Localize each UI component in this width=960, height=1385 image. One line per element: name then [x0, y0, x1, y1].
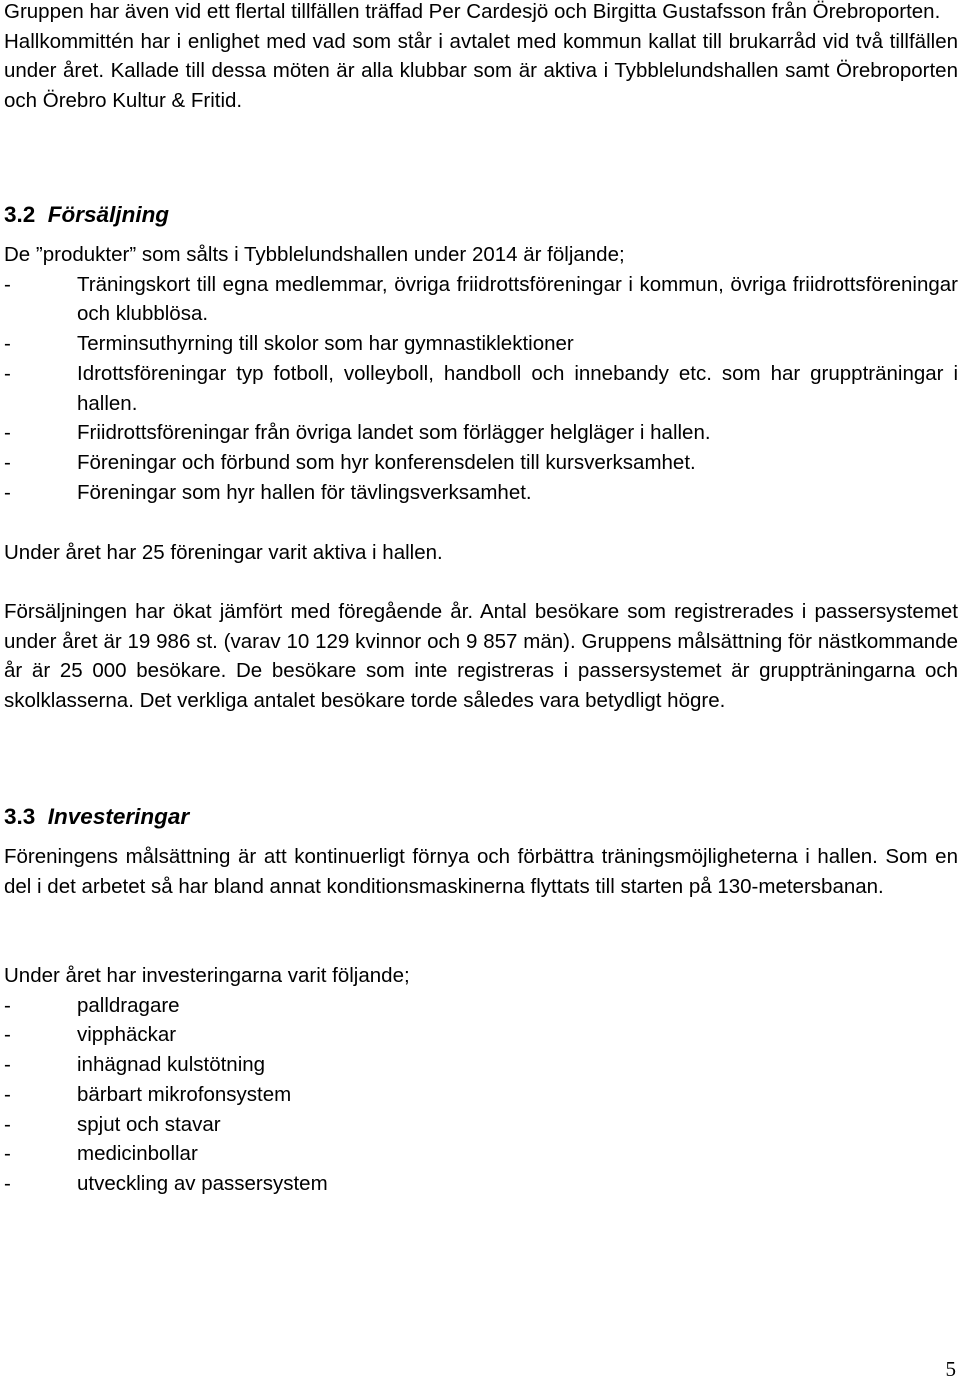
page-number: 5 — [945, 1357, 956, 1381]
list-item: - Terminsuthyrning till skolor som har gymnastiklektioner — [4, 332, 574, 356]
list-item: - bärbart mikrofonsystem — [4, 1082, 292, 1106]
section-3-2-number: 3.2 — [4, 202, 36, 227]
section-3-2-lead: De ”produkter” som sålts i Tybblelundshallen under 2014 är följande; — [4, 243, 625, 266]
section-3-2-body — [4, 240, 958, 507]
sales-paragraph: Försäljningen har ökat jämfört med föregående år. Antal besökare som registrerades i passersystemet under året är 19 986 st. (varav 10 129 kvinnor och 9 857 män). Gruppens målsättning för nästkommande år är 25 000 besökare. De besökare som inte registreras i passersystemet är gruppträningarna och skolklasserna. Det verkliga antalet besökare torde således vara betydligt högre. — [4, 600, 958, 713]
investments-paragraph: Föreningens målsättning är att kontinuerligt förnya och förbättra träningsmöjligheterna i hallen. Som en del i det arbetet så har bland annat konditionsmaskinerna flyttats till starten på 130-metersbanan. — [4, 845, 958, 898]
list-item: - Föreningar som hyr hallen för tävlingsverksamhet. — [4, 480, 532, 504]
intro-paragraph-2: Hallkommittén har i enlighet med vad som står i avtalet med kommun kallat till brukarråd vid två tillfällen under året. Kallade till dessa möten är alla klubbar som är aktiva i Tybblelundshallen samt Örebroporten och Örebro Kultur & Fritid. — [4, 29, 958, 113]
list-item: - spjut och stavar — [4, 1112, 221, 1136]
section-3-3-number: 3.3 — [4, 804, 36, 829]
list-item: - medicinbollar — [4, 1142, 198, 1166]
active-clubs-text: Under året har 25 föreningar varit aktiva i hallen. — [4, 541, 443, 564]
list-item: - Friidrottsföreningar från övriga landet som förlägger helgläger i hallen. — [4, 421, 711, 445]
investments-lead: Under året har investeringarna varit följande; — [4, 964, 410, 987]
section-3-2-heading — [4, 200, 169, 230]
intro-paragraph-1: Gruppen har även vid ett flertal tillfällen träffad Per Cardesjö och Birgitta Gustafsson från Örebroporten. — [4, 0, 941, 23]
section-3-3-title: Investeringar — [47, 804, 190, 829]
list-item: - Föreningar och förbund som hyr konferensdelen till kursverksamhet. — [4, 450, 696, 474]
section-3-3-heading — [4, 802, 189, 832]
list-item: - Idrottsföreningar typ fotboll, volleyboll, handboll och innebandy etc. som har gruppträningar i hallen. — [4, 361, 958, 415]
list-item: - Träningskort till egna medlemmar, övriga friidrottsföreningar i kommun, övriga friidrottsföreningar och klubblösa. — [4, 272, 958, 326]
list-item: - palldragare — [4, 993, 180, 1017]
intro-section — [4, 0, 958, 116]
list-item: - vipphäckar — [4, 1023, 177, 1047]
list-item: - utveckling av passersystem — [4, 1171, 328, 1195]
section-3-2-title: Försäljning — [47, 202, 170, 227]
investments-list — [4, 991, 958, 1199]
list-item: - inhägnad kulstötning — [4, 1053, 266, 1077]
sales-list — [4, 270, 958, 508]
investments-body — [4, 961, 958, 1199]
